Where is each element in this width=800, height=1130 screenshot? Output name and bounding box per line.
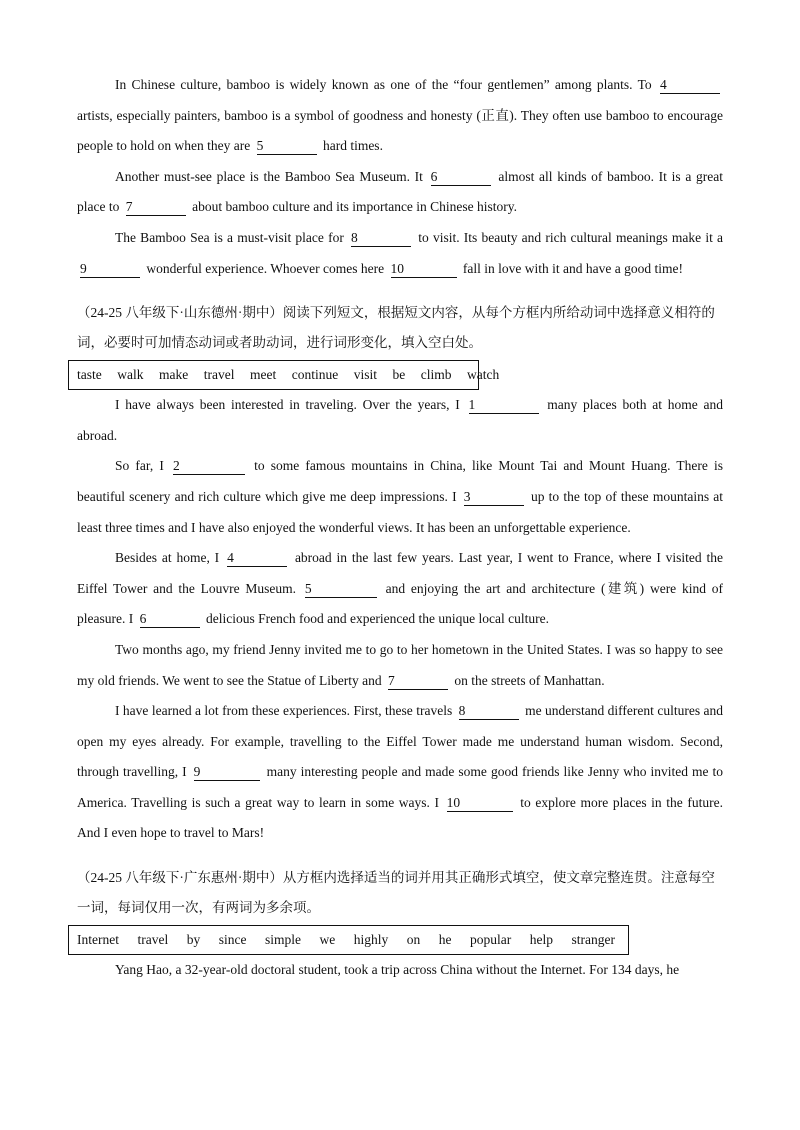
section-instruction: （24-25 八年级下·广东惠州·期中）从方框内选择适当的词并用其正确形式填空，使文章完整连贯。注意每空一词，每词仅用一次，有两词为多余项。 [77, 870, 715, 916]
answer-blank[interactable]: 9 [194, 764, 260, 781]
answer-blank[interactable]: 2 [173, 458, 245, 475]
word-box-item: meet [249, 367, 277, 383]
answer-blank[interactable]: 5 [257, 138, 317, 155]
word-box [68, 925, 629, 955]
answer-blank[interactable]: 7 [388, 673, 448, 690]
paragraph: Besides at home, I 4 abroad in the last few years. Last year, I went to France, where I visited the Eiffel Tower and the Louvre Museum. 5 and enjoying the art and architecture (建筑) were kind of pleasure. I 6 delicious French food and experienced the unique local culture. [77, 550, 724, 627]
word-box-item: simple [264, 932, 301, 948]
answer-blank[interactable]: 8 [351, 230, 411, 247]
paragraph: Another must-see place is the Bamboo Sea Museum. It 6 almost all kinds of bamboo. It is a great place to 7 about bamboo culture and its importance in Chinese history. [77, 168, 724, 215]
word-box-item: make [159, 367, 189, 383]
word-box-item: continue [291, 367, 339, 383]
paragraph: In Chinese culture, bamboo is widely known as one of the “four gentlemen” among plants. To 4 artists, especially painters, bamboo is a symbol of goodness and honesty (正直). They often use bamboo to encourage people to hold on when they are 5 hard times. [77, 77, 723, 154]
answer-blank[interactable]: 8 [459, 703, 519, 720]
answer-blank[interactable]: 3 [464, 489, 524, 506]
answer-blank[interactable]: 9 [80, 261, 140, 278]
answer-blank[interactable]: 6 [431, 169, 491, 186]
word-box-item: popular [469, 932, 512, 948]
word-box-item: highly [353, 932, 389, 948]
word-box-item: we [319, 932, 336, 948]
word-box-item: taste [77, 367, 102, 383]
word-box-item: by [186, 932, 201, 948]
answer-blank[interactable]: 5 [305, 581, 377, 598]
paragraph: Two months ago, my friend Jenny invited me to go to her hometown in the United States. I was so happy to see my old friends. We went to see the Statue of Liberty and 7 on the streets of Manhattan. [77, 641, 723, 688]
paragraph: I have always been interested in traveling. Over the years, I 1 many places both at home and abroad. [77, 397, 724, 443]
word-box-item: he [438, 932, 452, 948]
paragraph: I have learned a lot from these experiences. First, these travels 8 me understand different cultures and open my eyes already. For example, travelling to the Eiffel Tower made me understand human wisdom. Second, through travelling, I 9 many interesting people and made some good friends like Jenny who invited me to America. Travelling is such a great way to learn in some ways. I 10 to explore more places in the future. And I even hope to travel to Mars! [77, 703, 724, 841]
word-box-item: visit [353, 367, 377, 383]
paragraph: So far, I 2 to some famous mountains in China, like Mount Tai and Mount Huang. There is beautiful scenery and rich culture which give me deep impressions. I 3 up to the top of these mountains at least three times and I have also enjoyed the wonderful views. It has been an unforgettable experience. [77, 458, 724, 535]
paragraph: Yang Hao, a 32-year-old doctoral student, took a trip across China without the Internet. For 134 days, he [115, 962, 680, 978]
word-box-item: stranger [571, 932, 615, 948]
section-instruction: （24-25 八年级下·山东德州·期中）阅读下列短文，根据短文内容，从每个方框内所给动词中选择意义相符的词，必要时可加情态动词或者助动词，进行词形变化，填入空白处。 [77, 305, 715, 351]
answer-blank[interactable]: 4 [227, 550, 287, 567]
answer-blank[interactable]: 1 [469, 397, 539, 414]
word-box-item: travel [137, 932, 169, 948]
word-box-item: climb [420, 367, 452, 383]
word-box-item: watch [467, 367, 500, 383]
answer-blank[interactable]: 10 [447, 795, 513, 812]
word-box-item: since [218, 932, 247, 948]
word-box [68, 360, 500, 390]
answer-blank[interactable]: 4 [660, 77, 720, 94]
worksheet-page [77, 70, 723, 986]
word-box-item: be [392, 367, 406, 383]
answer-blank[interactable]: 7 [126, 199, 186, 216]
word-box-item: Internet [77, 932, 119, 948]
word-box-item: help [529, 932, 553, 948]
answer-blank[interactable]: 6 [140, 611, 200, 628]
word-box-item: on [406, 932, 421, 948]
answer-blank[interactable]: 10 [391, 261, 457, 278]
word-box-item: travel [203, 367, 235, 383]
paragraph: The Bamboo Sea is a must-visit place for 8 to visit. Its beauty and rich cultural meanings make it a 9 wonderful experience. Whoever comes here 10 fall in love with it and have a good time! [80, 229, 724, 276]
word-box-item: walk [117, 367, 144, 383]
